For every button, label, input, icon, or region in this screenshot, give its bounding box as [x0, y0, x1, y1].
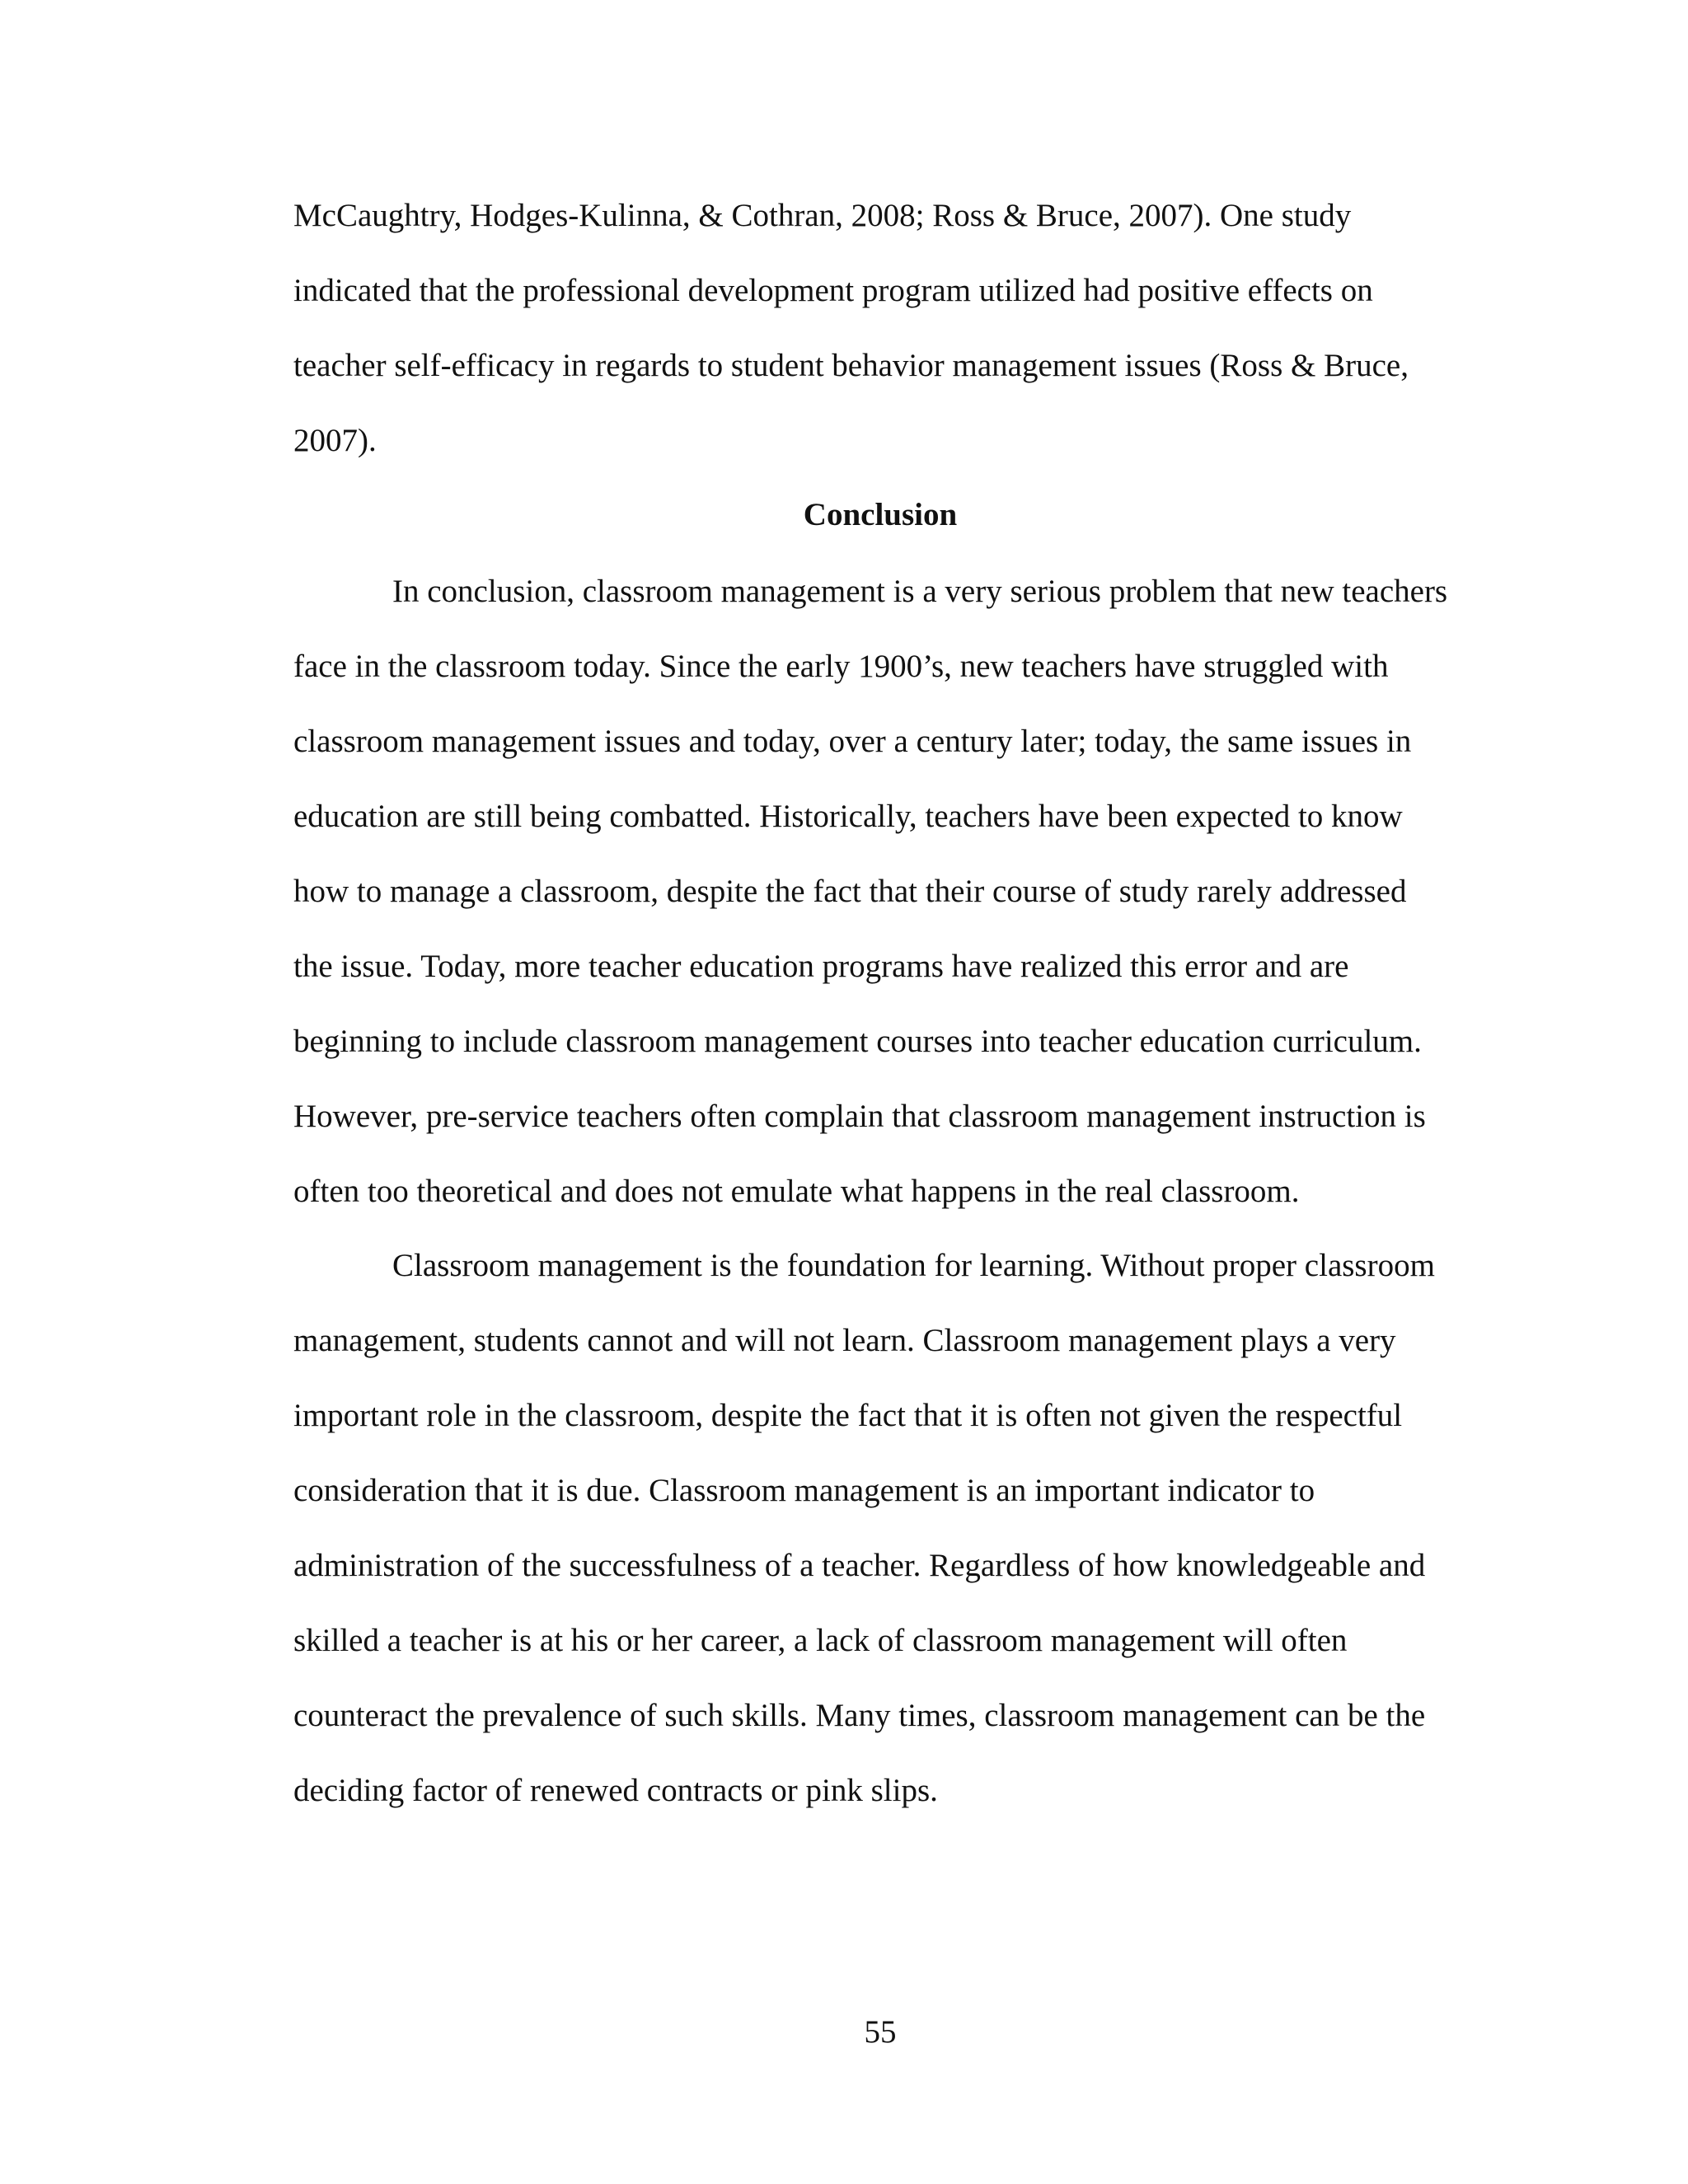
text-line: management, students cannot and will not learn. Classroom management plays a very: [293, 1323, 1396, 1358]
section-heading: Conclusion: [803, 497, 958, 532]
text-line: the issue. Today, more teacher education programs have realized this error and are: [293, 949, 1349, 984]
text-line: indicated that the professional development program utilized had positive effects on: [293, 273, 1373, 308]
paragraph-conclusion-1: [293, 554, 1464, 1229]
text-line: often too theoretical and does not emulate what happens in the real classroom.: [293, 1174, 1300, 1209]
text-line: teacher self-efficacy in regards to student behavior management issues (Ross & Bruce,: [293, 348, 1409, 383]
text-line: beginning to include classroom management courses into teacher education curriculum.: [293, 1024, 1422, 1059]
text-line: Classroom management is the foundation for learning. Without proper classroom: [392, 1248, 1435, 1283]
text-line: consideration that it is due. Classroom management is an important indicator to: [293, 1473, 1315, 1508]
text-line: However, pre-service teachers often complain that classroom management instruction is: [293, 1099, 1426, 1134]
paragraph-continued: [293, 178, 1464, 478]
text-line: face in the classroom today. Since the early 1900’s, new teachers have struggled with: [293, 649, 1389, 684]
text-line: education are still being combatted. Historically, teachers have been expected to know: [293, 799, 1403, 834]
text-line: how to manage a classroom, despite the fact that their course of study rarely addressed: [293, 874, 1407, 909]
text-line: In conclusion, classroom management is a very serious problem that new teachers: [392, 574, 1448, 609]
text-line: 2007).: [293, 423, 377, 458]
text-line: classroom management issues and today, over a century later; today, the same issues in: [293, 724, 1412, 759]
text-line: McCaughtry, Hodges-Kulinna, & Cothran, 2008; Ross & Bruce, 2007). One study: [293, 198, 1352, 233]
text-line: administration of the successfulness of a teacher. Regardless of how knowledgeable and: [293, 1548, 1426, 1583]
text-line: important role in the classroom, despite the fact that it is often not given the respectful: [293, 1398, 1403, 1433]
text-line: deciding factor of renewed contracts or pink slips.: [293, 1773, 938, 1808]
text-line: skilled a teacher is at his or her career, a lack of classroom management will often: [293, 1623, 1348, 1658]
text-line: counteract the prevalence of such skills. Many times, classroom management can be the: [293, 1698, 1426, 1733]
paragraph-conclusion-2: [293, 1228, 1464, 1828]
page-number: 55: [864, 2014, 897, 2050]
